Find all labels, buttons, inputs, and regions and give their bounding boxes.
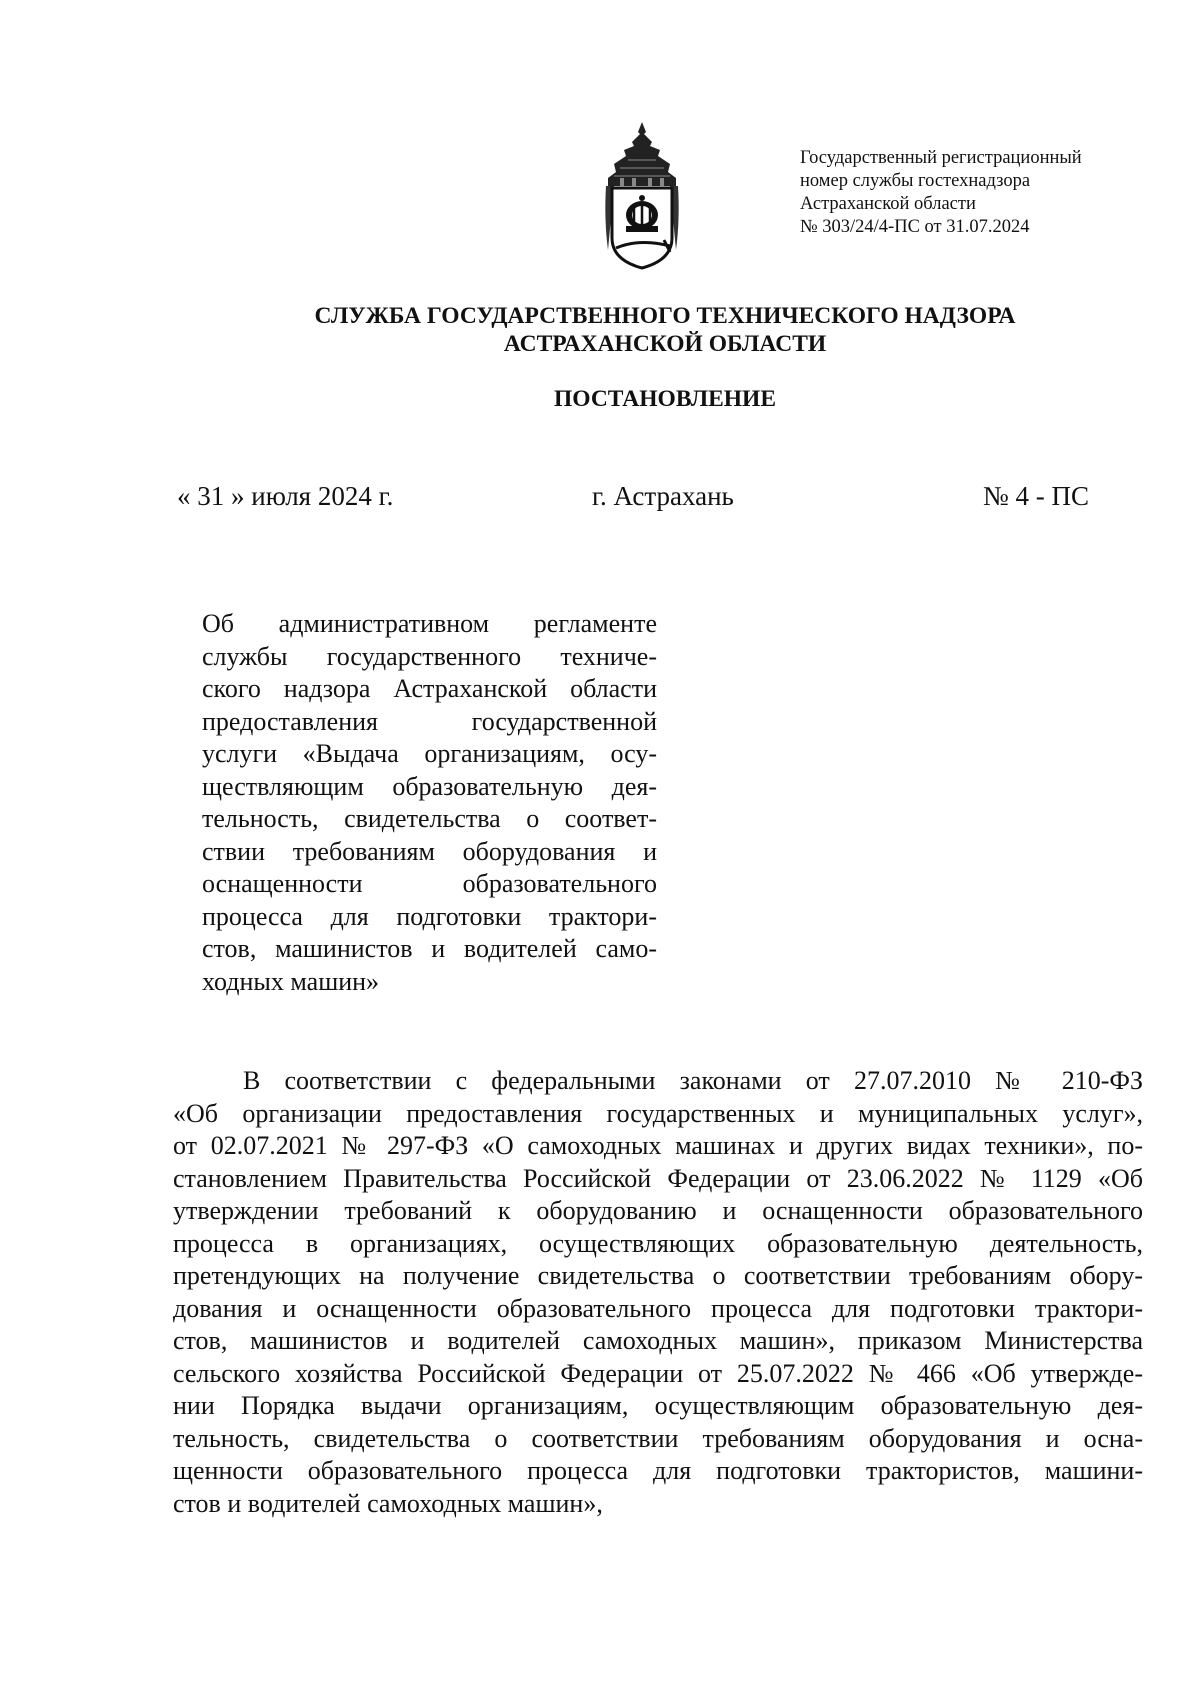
subject-line: предоставления государственной — [202, 706, 657, 736]
registration-line: Государственный регистрационный — [800, 148, 1082, 168]
paragraph-line: претендующих на получение свидетельства о соответствии требованиям обору- — [173, 1261, 1143, 1290]
subject-line: ществляющим образовательную дея- — [202, 771, 657, 801]
subject-line: оснащенности образовательного — [202, 869, 657, 898]
registration-stamp — [800, 147, 1160, 239]
paragraph-line: В соответствии с федеральными законами от 27.07.2010 № 210-ФЗ — [243, 1066, 1143, 1095]
document-type: ПОСТАНОВЛЕНИЕ — [553, 386, 777, 412]
paragraph-line: становлением Правительства Российской Федерации от 23.06.2022 № 1129 «Об — [173, 1163, 1143, 1193]
paragraph-line: стов и водителей самоходных машин», — [173, 1488, 603, 1518]
agency-name — [0, 302, 1200, 358]
document-place: г. Астрахань — [592, 481, 734, 511]
paragraph-line: от 02.07.2021 № 297-ФЗ «О самоходных машинах и других видах техники», по- — [173, 1131, 1143, 1160]
preamble-paragraph — [173, 1065, 1143, 1520]
subject-line: службы государственного техниче- — [202, 641, 657, 671]
subject-line: стов, машинистов и водителей само- — [202, 934, 657, 963]
agency-name-line: АСТРАХАНСКОЙ ОБЛАСТИ — [503, 331, 827, 357]
subject-line: ского надзора Астраханской области — [202, 674, 657, 703]
subject-line: тельность, свидетельства о соответ- — [202, 804, 657, 833]
document-date: « 31 » июля 2024 г. — [177, 481, 394, 511]
subject-line: услуги «Выдача организациям, осу- — [202, 739, 657, 768]
subject-line: ствии требованиям оборудования и — [202, 836, 657, 866]
paragraph-line: тельность, свидетельства о соответствии требованиям оборудования и осна- — [173, 1423, 1143, 1453]
registration-line: номер службы гостехнадзора — [800, 171, 1031, 191]
paragraph-line: щенности образовательного процесса для подготовки трактористов, машини- — [173, 1456, 1143, 1485]
paragraph-line: «Об организации предоставления государственных и муниципальных услуг», — [173, 1098, 1143, 1128]
registration-line: Астраханской области — [800, 194, 976, 214]
paragraph-line: стов, машинистов и водителей самоходных машин», приказом Министерства — [173, 1326, 1143, 1355]
subject-line: ходных машин» — [202, 966, 380, 996]
paragraph-line: процесса в организациях, осуществляющих образовательную деятельность, — [173, 1228, 1143, 1258]
paragraph-line: дования и оснащенности образовательного процесса для подготовки трактори- — [173, 1293, 1143, 1323]
agency-name-line: СЛУЖБА ГОСУДАРСТВЕННОГО ТЕХНИЧЕСКОГО НАДЗОРА — [314, 303, 1016, 329]
paragraph-line: утверждении требований к оборудованию и оснащенности образовательного — [173, 1196, 1143, 1225]
coat-of-arms-icon — [600, 120, 684, 280]
subject-line: процесса для подготовки трактори- — [202, 901, 657, 931]
registration-number: № 303/24/4-ПС от 31.07.2024 — [800, 217, 1030, 237]
document-subject — [202, 608, 657, 998]
document-number: № 4 - ПС — [983, 481, 1090, 511]
paragraph-line: сельского хозяйства Российской Федерации от 25.07.2022 № 466 «Об утвержде- — [173, 1358, 1143, 1388]
subject-line: Об административном регламенте — [202, 609, 657, 638]
paragraph-line: нии Порядка выдачи организациям, осуществляющим образовательную дея- — [173, 1391, 1143, 1420]
